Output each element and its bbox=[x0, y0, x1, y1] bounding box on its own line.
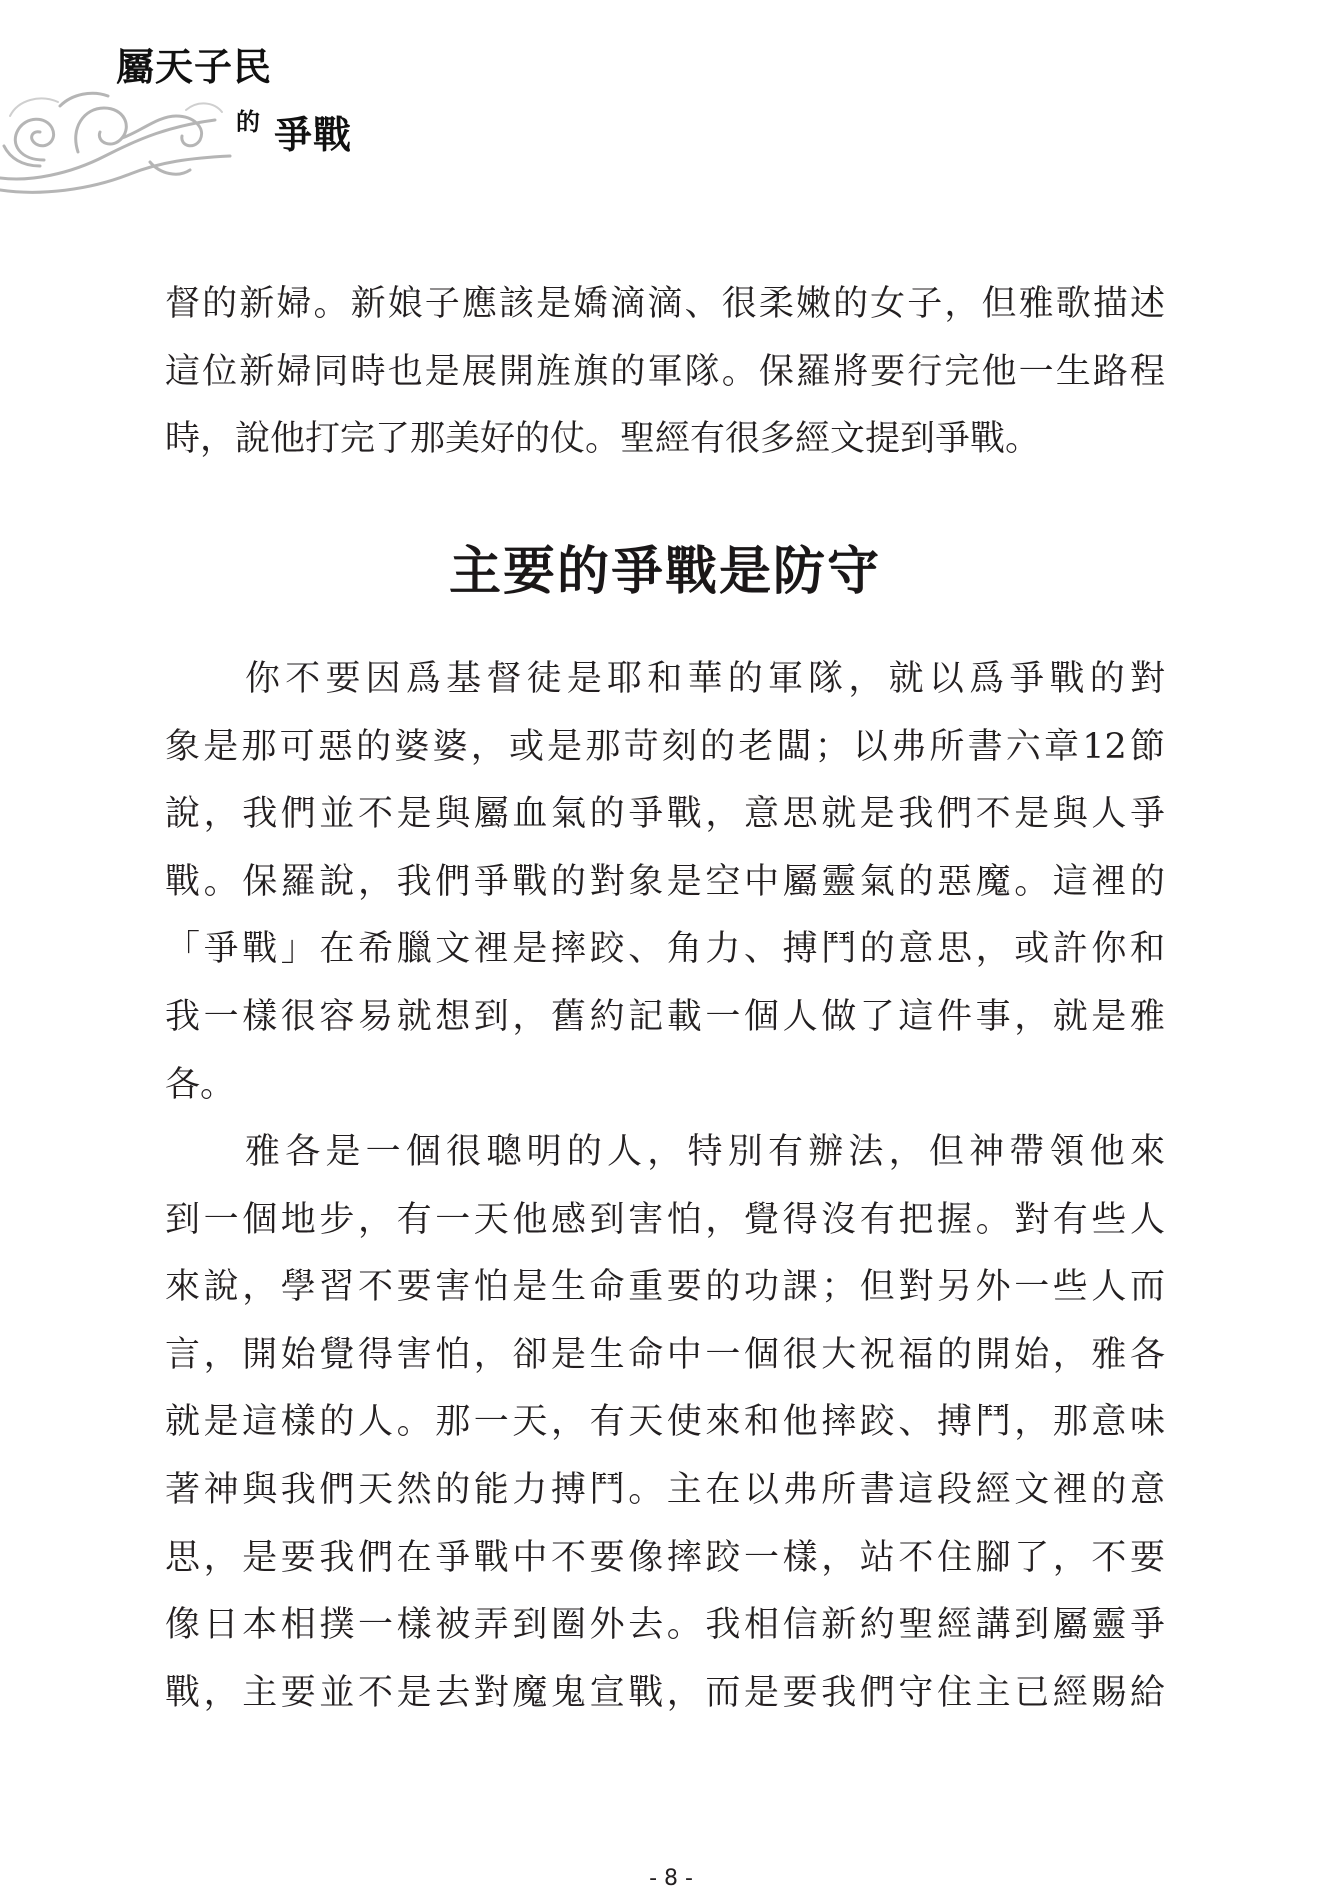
text-line: 言，開始覺得害怕，卻是生命中一個很大祝福的開始，雅各 bbox=[165, 1334, 1165, 1375]
paragraph-2 bbox=[165, 646, 1165, 1119]
text-line: 來說，學習不要害怕是生命重要的功課；但對另外一些人而 bbox=[165, 1267, 1165, 1308]
book-title-line1: 屬天子民 bbox=[116, 44, 273, 89]
text-line: 這位新婦同時也是展開旌旗的軍隊。保羅將要行完他一生路程 bbox=[165, 351, 1165, 392]
text-line: 「爭戰」在希臘文裡是摔跤、角力、搏鬥的意思，或許你和 bbox=[165, 929, 1165, 970]
text-line: 戰。保羅說，我們爭戰的對象是空中屬靈氣的惡魔。這裡的 bbox=[165, 861, 1165, 902]
text-line: 著神與我們天然的能力搏鬥。主在以弗所書這段經文裡的意 bbox=[165, 1469, 1165, 1510]
paragraph-3 bbox=[165, 1119, 1165, 1727]
text-line: 說，我們並不是與屬血氣的爭戰，意思就是我們不是與人爭 bbox=[165, 794, 1165, 835]
text-line: 戰，主要並不是去對魔鬼宣戰，而是要我們守住主已經賜給 bbox=[165, 1672, 1165, 1713]
text-line: 雅各是一個很聰明的人，特別有辦法，但神帶領他來 bbox=[245, 1132, 1165, 1172]
book-title-line2: 爭戰 bbox=[274, 112, 353, 157]
text-line: 象是那可惡的婆婆，或是那苛刻的老闆；以弗所書六章12節 bbox=[165, 726, 1165, 767]
text-line: 就是這樣的人。那一天，有天使來和他摔跤、搏鬥，那意味 bbox=[165, 1402, 1165, 1443]
text-line: 到一個地步，有一天他感到害怕，覺得沒有把握。對有些人 bbox=[165, 1199, 1165, 1240]
text-line: 時，說他打完了那美好的仗。聖經有很多經文提到爭戰。 bbox=[165, 419, 1041, 460]
text-line: 各。 bbox=[165, 1064, 236, 1105]
text-line: 我一樣很容易就想到，舊約記載一個人做了這件事，就是雅 bbox=[165, 996, 1165, 1037]
text-line: 像日本相撲一樣被弄到圈外去。我相信新約聖經講到屬靈爭 bbox=[165, 1605, 1165, 1646]
book-title-particle: 的 bbox=[236, 107, 260, 136]
text-line: 你不要因爲基督徒是耶和華的軍隊，就以爲爭戰的對 bbox=[245, 659, 1165, 699]
text-line: 思，是要我們在爭戰中不要像摔跤一樣，站不住腳了，不要 bbox=[165, 1537, 1165, 1578]
text-line: 督的新婦。新娘子應該是嬌滴滴、很柔嫩的女子，但雅歌描述 bbox=[165, 284, 1165, 324]
decorative-swirl-icon bbox=[0, 86, 240, 198]
paragraph-1 bbox=[165, 271, 1165, 474]
section-heading: 主要的爭戰是防守 bbox=[448, 542, 881, 602]
page-number: - 8 - bbox=[649, 1866, 693, 1891]
